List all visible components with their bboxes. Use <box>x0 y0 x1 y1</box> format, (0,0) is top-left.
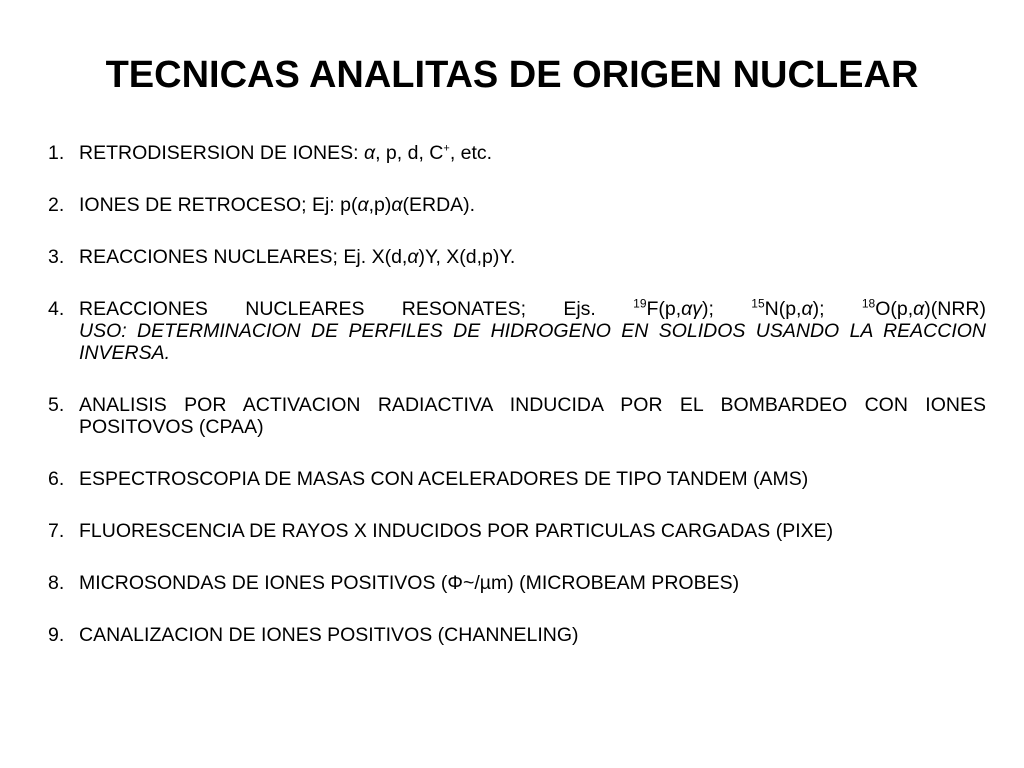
list-item-5 <box>48 394 986 438</box>
list-item-4 <box>48 298 986 364</box>
slide-title: TECNICAS ANALITAS DE ORIGEN NUCLEAR <box>105 54 919 96</box>
item-number: 4. <box>48 298 65 320</box>
item-number: 3. <box>48 246 65 268</box>
technique-list <box>48 142 986 676</box>
item-number: 8. <box>48 572 65 594</box>
usage-note: USO: DETERMINACION DE PERFILES DE HIDROGENO EN SOLIDOS USANDO LA REACCION INVERSA. <box>79 320 986 364</box>
list-item-7 <box>48 520 986 542</box>
item-number: 6. <box>48 468 65 490</box>
item-text: REACCIONES NUCLEARES; Ej. X(d,α)Y, X(d,p)Y. <box>79 246 516 268</box>
list-item-6 <box>48 468 986 490</box>
list-item-2 <box>48 194 986 216</box>
item-number: 7. <box>48 520 65 542</box>
list-item-1 <box>48 142 986 164</box>
list-item-3 <box>48 246 986 268</box>
item-text: REACCIONES NUCLEARES RESONATES; Ejs. $^{19}$F(p,αγ); $^{15}$N(p,α); $^{18}$O(p,α)(NRR) <box>79 296 986 320</box>
list-item-8 <box>48 572 986 594</box>
item-text: IONES DE RETROCESO; Ej: p(α,p)α(ERDA). <box>79 194 476 216</box>
item-number: 2. <box>48 194 65 216</box>
item-text: MICROSONDAS DE IONES POSITIVOS (Φ~/µm) (MICROBEAM PROBES) <box>79 572 740 594</box>
item-text: ANALISIS POR ACTIVACION RADIACTIVA INDUCIDA POR EL BOMBARDEO CON IONES POSITOVOS (CPAA) <box>79 394 986 438</box>
item-number: 1. <box>48 142 65 164</box>
item-text: RETRODISERSION DE IONES: α, p, d, C+, etc. <box>79 142 493 164</box>
item-number: 9. <box>48 624 65 646</box>
item-number: 5. <box>48 394 65 416</box>
item-text: CANALIZACION DE IONES POSITIVOS (CHANNELING) <box>79 624 579 646</box>
item-text: FLUORESCENCIA DE RAYOS X INDUCIDOS POR PARTICULAS CARGADAS (PIXE) <box>79 520 834 542</box>
item-text: ESPECTROSCOPIA DE MASAS CON ACELERADORES DE TIPO TANDEM (AMS) <box>79 468 809 490</box>
list-item-9 <box>48 624 986 646</box>
